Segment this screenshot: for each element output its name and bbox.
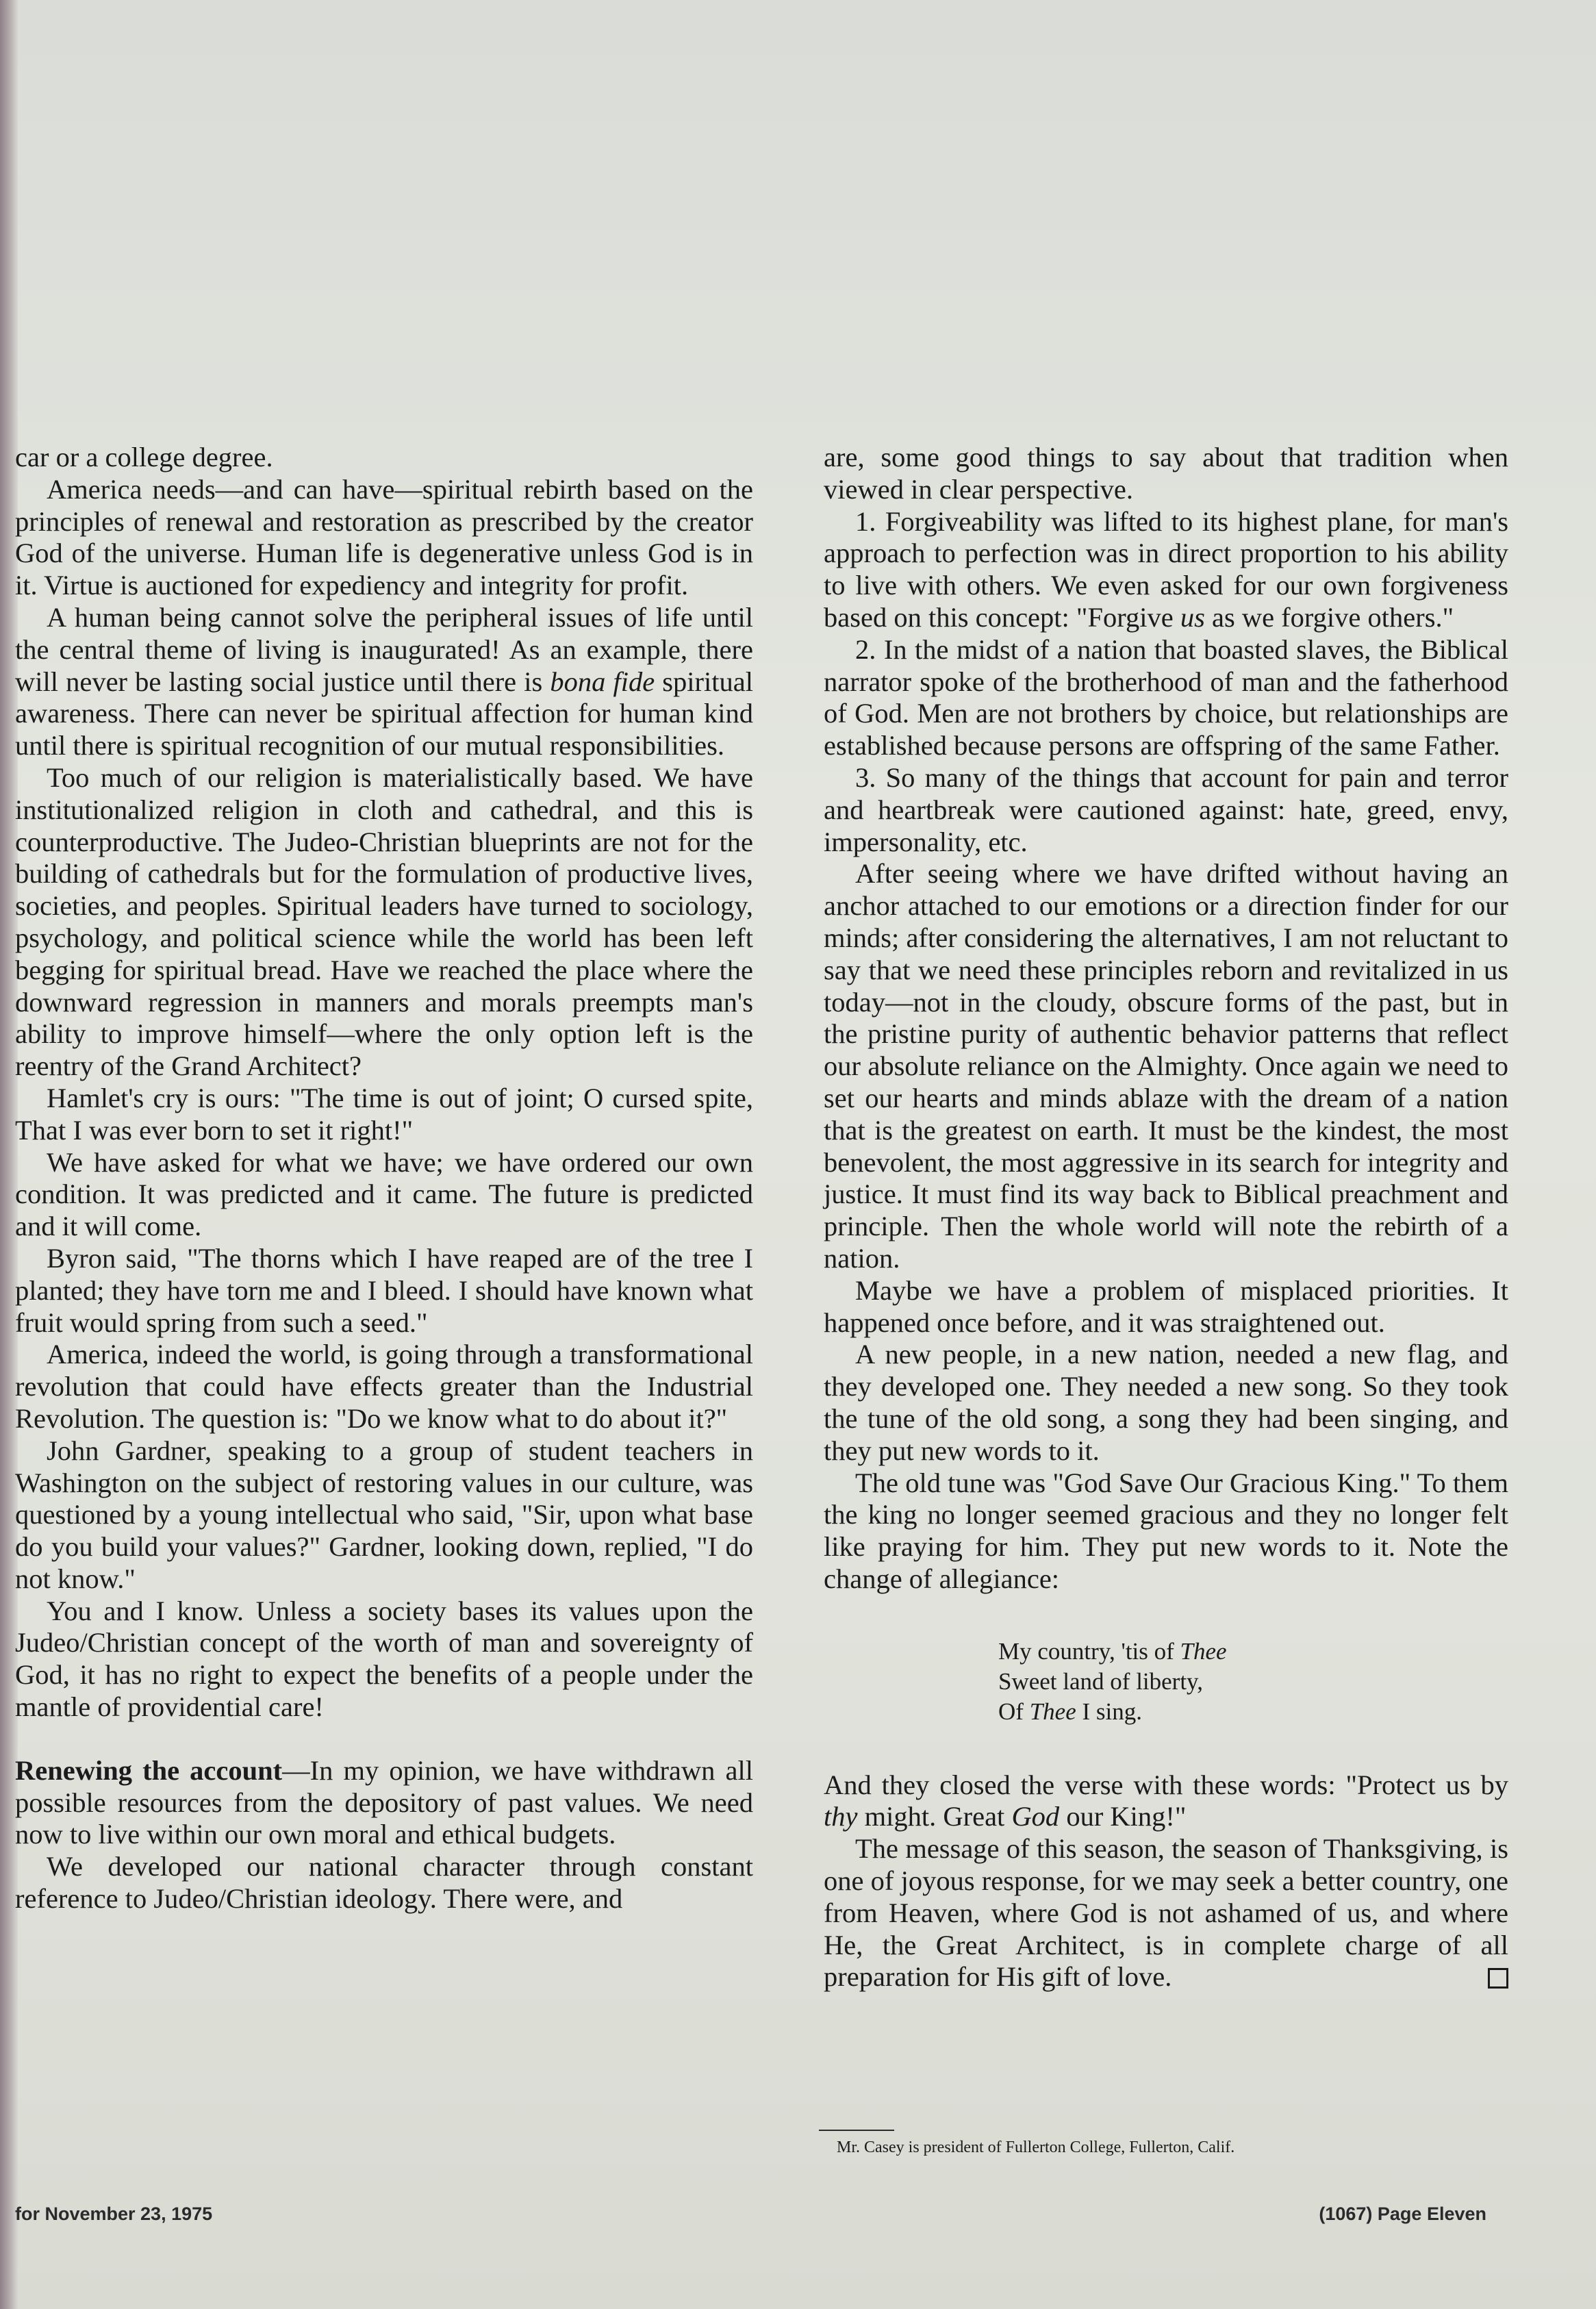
right-column — [824, 442, 1508, 1993]
paragraph: Hamlet's cry is ours: "The time is out of joint; O cursed spite, That I was ever born to set it right!" — [15, 1082, 753, 1146]
footer-page-number: (1067) Page Eleven — [1319, 2204, 1486, 2224]
paragraph: America, indeed the world, is going through a transformational revolution that could have effects greater than the Industrial Revolution. The question is: "Do we know what to do about it?" — [15, 1339, 753, 1434]
paragraph: Byron said, "The thorns which I have reaped are of the tree I planted; they have torn me and I bleed. I should have known what fruit would spring from such a seed." — [15, 1242, 753, 1338]
paragraph: After seeing where we have drifted without having an anchor attached to our emotions or a direction finder for our minds; after considering the alternatives, I am not reluctant to say that we need these principles reborn and revitalized in us today—not in the cloudy, obscure forms of the past, but in the pristine purity of authentic behavior patterns that reflect our absolute reliance on the Almighty. Once again we need to set our hearts and minds ablaze with the dream of a nation that is the greatest on earth. It must be the kindest, the most benevolent, the most aggressive in its search for integrity and justice. It must find its way back to Biblical preachment and principle. Then the whole world will note the rebirth of a nation. — [824, 858, 1508, 1274]
paragraph: A human being cannot solve the peripheral issues of life until the central theme of living is inaugurated! As an example, there will never be lasting social justice until there is bona fide spiritual awareness. There can never be spiritual affection for human kind until there is spiritual recognition of our mutual responsibilities. — [15, 601, 754, 761]
paragraph: car or a college degree. — [15, 442, 273, 472]
numbered-paragraph: 1. Forgiveability was lifted to its highest plane, for man's approach to perfection was in direct proportion to his ability to live with others. We even asked for our own forgiveness based on this concept: "Forgive us as we forgive others." — [824, 505, 1508, 633]
paragraph: Too much of our religion is materialistically based. We have institutionalized religion in cloth and cathedral, and this is counterproductive. The Judeo-Christian blueprints are not for the building of cathedrals but for the formulation of productive lives, societies, and peoples. Spiritual leaders have turned to sociology, psychology, and political science while the world has been left begging for spiritual bread. Have we reached the place where the downward regression in manners and morals preempts man's ability to improve himself—where the only option left is the reentry of the Grand Architect? — [15, 761, 753, 1082]
paragraph: You and I know. Unless a society bases its values upon the Judeo/Christian concept of the worth of man and sovereignty of God, it has no right to expect the benefits of a people under the mantle of providential care! — [15, 1595, 753, 1723]
footnote-rule — [819, 2130, 894, 2131]
paragraph: America needs—and can have—spiritual rebirth based on the principles of renewal and restoration as prescribed by the creator God of the universe. Human life is degenerative unless God is in it. Virtue is auctioned for expediency and integrity for profit. — [15, 473, 753, 601]
paragraph: are, some good things to say about that tradition when viewed in clear perspective. — [824, 442, 1508, 505]
paragraph: A new people, in a new nation, needed a new flag, and they developed one. They needed a new song. So they took the tune of the old song, a song they had been singing, and they put new words to it. — [824, 1339, 1508, 1466]
paragraph: And they closed the verse with these words: "Protect us by thy might. Great God our King!" — [824, 1769, 1508, 1832]
paragraph: Maybe we have a problem of misplaced priorities. It happened once before, and it was straightened out. — [824, 1274, 1508, 1338]
paragraph: John Gardner, speaking to a group of student teachers in Washington on the subject of restoring values in our culture, was questioned by a young intellectual who said, "Sir, upon what base do you build your values?" Gardner, looking down, replied, "I do not know." — [15, 1435, 753, 1594]
footer-issue-date: for November 23, 1975 — [15, 2204, 213, 2224]
left-column — [15, 442, 753, 1915]
paragraph: The old tune was "God Save Our Gracious King." To them the king no longer seemed gracious and they no longer felt like praying for him. They put new words to it. Note the change of allegiance: — [824, 1467, 1508, 1594]
section-subhead: Renewing the account — [15, 1754, 283, 1786]
paragraph: We have asked for what we have; we have ordered our own condition. It was predicted and it came. The future is predicted and it will come. — [15, 1146, 753, 1242]
italic-phrase: bona fide — [550, 666, 655, 697]
quoted-verse: My country, 'tis of Thee Sweet land of liberty, Of Thee I sing. — [998, 1637, 1227, 1725]
numbered-paragraph: 2. In the midst of a nation that boasted slaves, the Biblical narrator spoke of the brotherhood of man and the fatherhood of God. Men are not brothers by choice, but relationships are established because persons are offspring of the same Father. — [824, 633, 1508, 761]
paragraph: The message of this season, the season of Thanksgiving, is one of joyous response, for we may seek a better country, one from Heaven, where God is not ashamed of us, and where He, the Great Architect, is in complete charge of all preparation for His gift of love. — [824, 1833, 1508, 1993]
numbered-paragraph: 3. So many of the things that account for pain and terror and heartbreak were cautioned against: hate, greed, envy, impersonality, etc. — [824, 761, 1508, 857]
subhead-paragraph: Renewing the account—In my opinion, we have withdrawn all possible resources from the depository of past values. We need now to live within our own moral and ethical budgets. — [15, 1754, 753, 1850]
paragraph: We developed our national character through constant reference to Judeo/Christian ideology. There were, and — [15, 1851, 753, 1915]
end-of-article-square-icon — [1488, 1968, 1508, 1989]
author-footnote: Mr. Casey is president of Fullerton College, Fullerton, Calif. — [837, 2138, 1235, 2156]
